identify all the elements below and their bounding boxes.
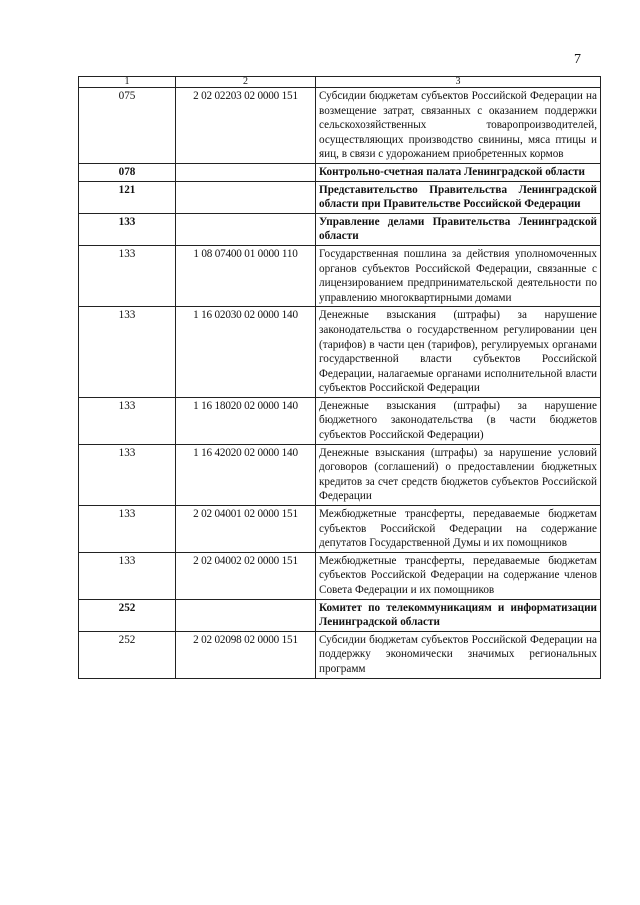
table-row [79, 163, 601, 181]
table-row [79, 444, 601, 505]
code-cell: 133 [79, 397, 176, 444]
description-cell: Субсидии бюджетам субъектов Российской Федерации на возмещение затрат, связанных с оказанием поддержки сельскохозяйственных товаропроизводителей, осуществляющих производство свинины, мяса птицы и яиц, в связи с удорожанием приобретенных кормов [316, 88, 601, 164]
code-cell: 133 [79, 552, 176, 599]
description-cell: Управление делами Правительства Ленинградской области [316, 213, 601, 245]
kbk-cell: 2 02 04001 02 0000 151 [176, 506, 316, 553]
table-row [79, 307, 601, 398]
kbk-cell [176, 213, 316, 245]
kbk-cell: 1 16 18020 02 0000 140 [176, 397, 316, 444]
description-cell: Государственная пошлина за действия уполномоченных органов субъектов Российской Федерации, связанные с лицензированием предпринимательской деятельности по управлению многоквартирными домами [316, 245, 601, 306]
description-cell: Субсидии бюджетам субъектов Российской Федерации на поддержку экономически значимых региональных программ [316, 631, 601, 678]
kbk-cell: 1 16 42020 02 0000 140 [176, 444, 316, 505]
kbk-cell [176, 599, 316, 631]
description-cell: Денежные взыскания (штрафы) за нарушение условий договоров (соглашений) о предоставлении бюджетных кредитов за счет средств бюджетов субъектов Российской Федерации [316, 444, 601, 505]
code-cell: 121 [79, 181, 176, 213]
description-cell: Межбюджетные трансферты, передаваемые бюджетам субъектов Российской Федерации на содержание членов Совета Федерации и их помощников [316, 552, 601, 599]
table-row [79, 631, 601, 678]
kbk-cell: 2 02 02098 02 0000 151 [176, 631, 316, 678]
code-cell: 133 [79, 506, 176, 553]
code-cell: 252 [79, 599, 176, 631]
code-cell: 133 [79, 245, 176, 306]
description-cell: Контрольно-счетная палата Ленинградской области [316, 163, 601, 181]
table-row [79, 552, 601, 599]
description-cell: Представительство Правительства Ленинградской области при Правительстве Российской Федерации [316, 181, 601, 213]
table-header-row [79, 77, 601, 88]
table-row [79, 181, 601, 213]
code-cell: 078 [79, 163, 176, 181]
revenue-classification-table [78, 76, 601, 679]
table-row [79, 245, 601, 306]
header-col-2: 2 [176, 77, 316, 88]
header-col-1: 1 [79, 77, 176, 88]
kbk-cell: 2 02 02203 02 0000 151 [176, 88, 316, 164]
kbk-cell: 2 02 04002 02 0000 151 [176, 552, 316, 599]
description-cell: Комитет по телекоммуникациям и информатизации Ленинградской области [316, 599, 601, 631]
description-cell: Денежные взыскания (штрафы) за нарушение бюджетного законодательства (в части бюджетов субъектов Российской Федерации) [316, 397, 601, 444]
table-row [79, 599, 601, 631]
code-cell: 133 [79, 213, 176, 245]
code-cell: 133 [79, 444, 176, 505]
table-row [79, 88, 601, 164]
code-cell: 252 [79, 631, 176, 678]
page-number: 7 [574, 52, 581, 67]
table-row [79, 397, 601, 444]
table-row [79, 506, 601, 553]
kbk-cell: 1 16 02030 02 0000 140 [176, 307, 316, 398]
description-cell: Межбюджетные трансферты, передаваемые бюджетам субъектов Российской Федерации на содержание депутатов Государственной Думы и их помощников [316, 506, 601, 553]
table-row [79, 213, 601, 245]
code-cell: 133 [79, 307, 176, 398]
kbk-cell [176, 181, 316, 213]
header-col-3: 3 [316, 77, 601, 88]
code-cell: 075 [79, 88, 176, 164]
kbk-cell [176, 163, 316, 181]
description-cell: Денежные взыскания (штрафы) за нарушение законодательства о государственном регулировании цен (тарифов) в части цен (тарифов), регулируемых органами государственной власти субъектов Российской Федерации, налагаемые органами исполнительной власти субъектов Российской Федерации [316, 307, 601, 398]
kbk-cell: 1 08 07400 01 0000 110 [176, 245, 316, 306]
